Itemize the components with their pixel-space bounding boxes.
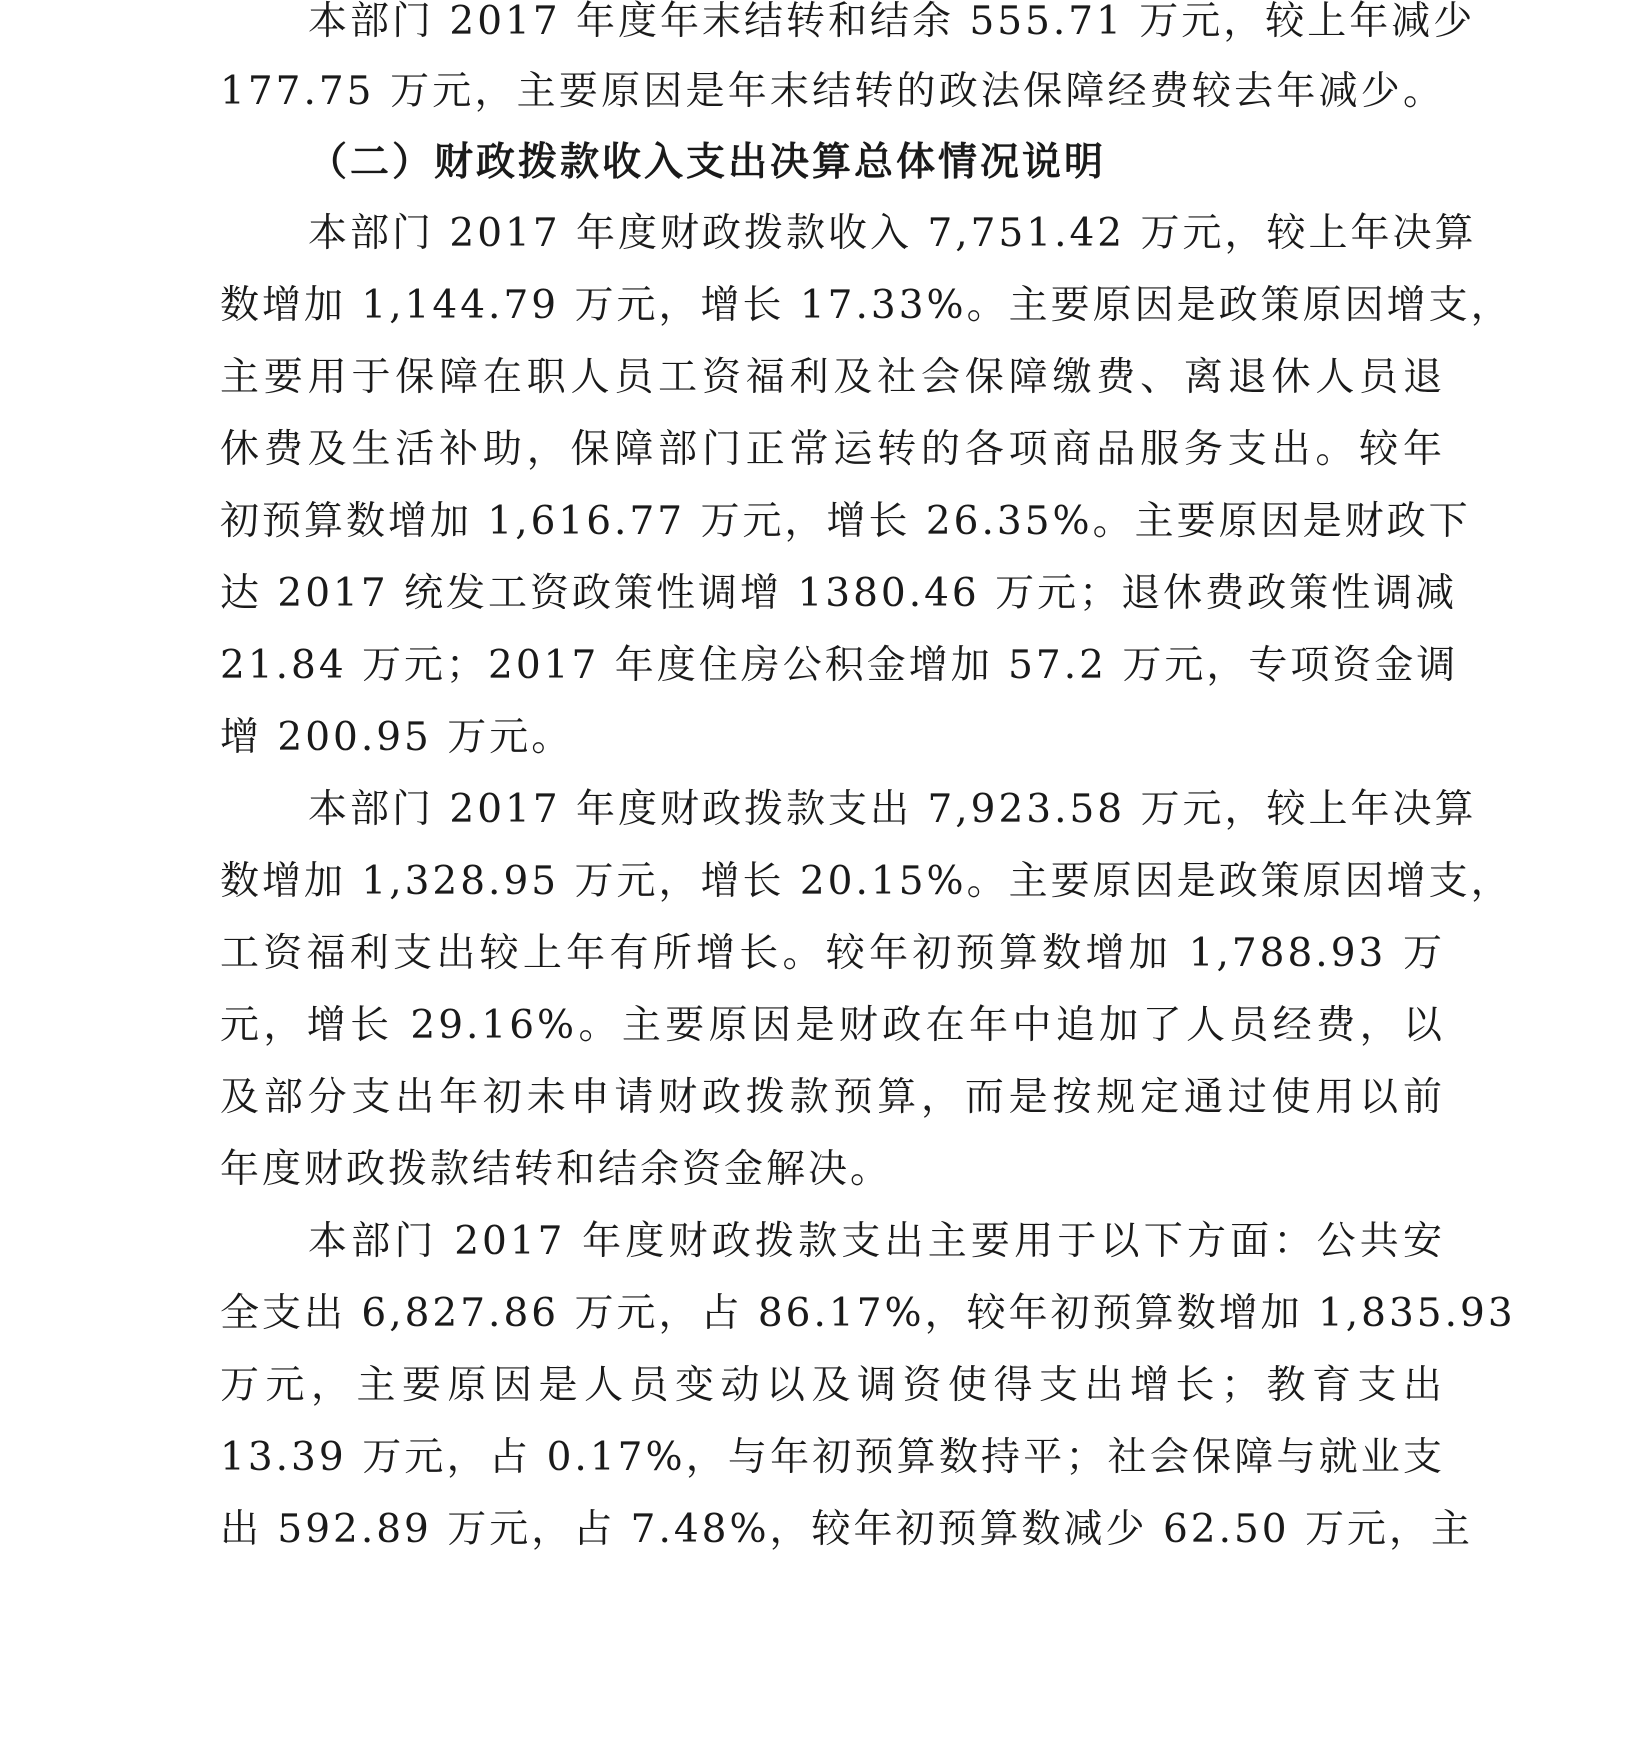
paragraph-line: 工资福利支出较上年有所增长。较年初预算数增加 1,788.93 万 <box>220 931 1445 976</box>
paragraph-line: 主要用于保障在职人员工资福利及社会保障缴费、离退休人员退 <box>220 355 1445 400</box>
paragraph-line: 出 592.89 万元，占 7.48%，较年初预算数减少 62.50 万元，主 <box>220 1507 1473 1552</box>
paragraph-line: 177.75 万元，主要原因是年末结转的政法保障经费较去年减少。 <box>220 69 1445 114</box>
paragraph-line: 全支出 6,827.86 万元，占 86.17%，较年初预算数增加 1,835.93 <box>220 1291 1516 1336</box>
paragraph-line: 本部门 2017 年度财政拨款收入 7,751.42 万元，较上年决算 <box>308 211 1477 256</box>
paragraph-line: 本部门 2017 年度年末结转和结余 555.71 万元，较上年减少 <box>308 0 1476 44</box>
paragraph-line: 元，增长 29.16%。主要原因是财政在年中追加了人员经费，以 <box>220 1003 1445 1048</box>
paragraph-line: 增 200.95 万元。 <box>220 715 574 760</box>
paragraph-line: 及部分支出年初未申请财政拨款预算，而是按规定通过使用以前 <box>220 1075 1445 1120</box>
paragraph-line: 数增加 1,328.95 万元，增长 20.15%。主要原因是政策原因增支， <box>220 859 1513 904</box>
paragraph-line: 达 2017 统发工资政策性调增 1380.46 万元；退休费政策性调减 <box>220 571 1458 616</box>
paragraph-line: 初预算数增加 1,616.77 万元，增长 26.35%。主要原因是财政下 <box>220 499 1471 544</box>
paragraph-line: 休费及生活补助，保障部门正常运转的各项商品服务支出。较年 <box>220 427 1445 472</box>
section-heading: （二）财政拨款收入支出决算总体情况说明 <box>308 139 1107 185</box>
paragraph-line: 数增加 1,144.79 万元，增长 17.33%。主要原因是政策原因增支， <box>220 283 1513 328</box>
paragraph-line: 13.39 万元，占 0.17%，与年初预算数持平；社会保障与就业支 <box>220 1435 1445 1480</box>
paragraph-line: 本部门 2017 年度财政拨款支出 7,923.58 万元，较上年决算 <box>308 787 1477 832</box>
paragraph-line: 21.84 万元；2017 年度住房公积金增加 57.2 万元，专项资金调 <box>220 643 1459 688</box>
paragraph-line: 万元，主要原因是人员变动以及调资使得支出增长；教育支出 <box>220 1363 1445 1408</box>
paragraph-line: 本部门 2017 年度财政拨款支出主要用于以下方面：公共安 <box>308 1219 1445 1264</box>
paragraph-line: 年度财政拨款结转和结余资金解决。 <box>220 1147 893 1192</box>
